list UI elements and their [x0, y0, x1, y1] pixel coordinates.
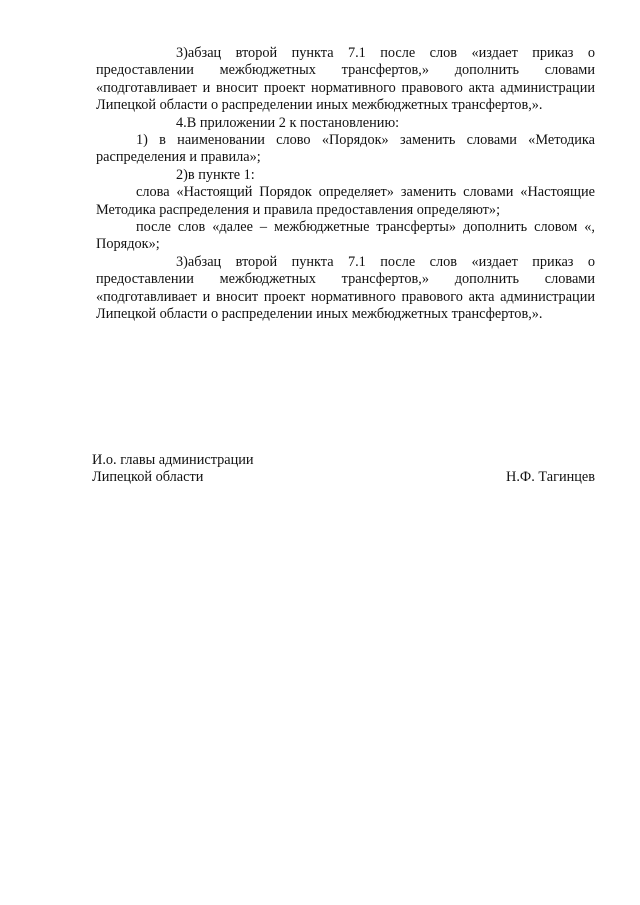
paragraph-text: слова «Настоящий Порядок определяет» заменить словами «Настоящие Методика распределения и правила предоставления определяют»;	[96, 184, 595, 218]
signer-position-line2: Липецкой области	[92, 469, 204, 486]
item-number: 3)	[176, 45, 188, 61]
paragraph-3	[96, 132, 595, 167]
paragraph-5	[96, 184, 595, 219]
paragraph-text: после слов «далее – межбюджетные трансферты» дополнить словом «, Порядок»;	[96, 219, 595, 253]
document-body	[96, 45, 595, 324]
item-number: 2)	[176, 166, 188, 183]
item-number: 4.	[176, 114, 187, 131]
item-number: 3)	[176, 253, 188, 270]
paragraph-text: 1) в наименовании слово «Порядок» заменить словами «Методика распределения и правила»;	[96, 132, 595, 166]
paragraph-4	[96, 167, 595, 184]
paragraph-6	[96, 219, 595, 254]
signer-name: Н.Ф. Тагинцев	[506, 469, 595, 486]
paragraph-1	[96, 45, 595, 115]
paragraph-text: В приложении 2 к постановлению:	[186, 114, 400, 131]
paragraph-text: в пункте 1:	[187, 166, 255, 183]
paragraph-text: абзац второй пункта 7.1 после слов «издает приказ о предоставлении межбюджетных трансфертов,» дополнить словами «подготавливает и вносит проект нормативного правового акта администрации Липецкой области о распределении иных межбюджетных трансфертов,».	[96, 253, 595, 323]
signature-block	[92, 452, 595, 487]
paragraph-2	[96, 115, 595, 132]
signer-position-line1: И.о. главы администрации	[92, 452, 254, 468]
signature-row	[92, 469, 595, 486]
paragraph-7	[96, 254, 595, 324]
paragraph-text: абзац второй пункта 7.1 после слов «издает приказ о предоставлении межбюджетных трансфертов,» дополнить словами «подготавливает и вносит проект нормативного правового акта администрации Липецкой области о распределении иных межбюджетных трансфертов,».	[96, 45, 595, 114]
